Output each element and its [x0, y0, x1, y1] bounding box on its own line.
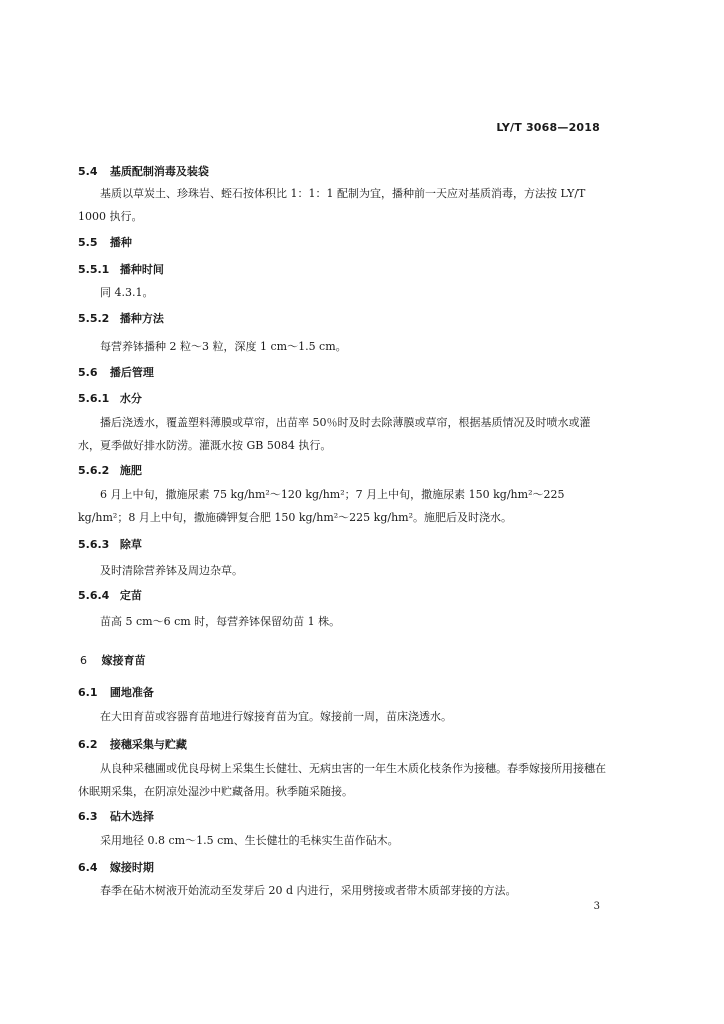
paragraph — [78, 757, 608, 803]
section-heading — [78, 261, 164, 277]
section-heading — [78, 808, 154, 824]
section-number: 6.3 — [78, 810, 98, 823]
paragraph-text: 同 4.3.1。 — [100, 286, 154, 299]
page-number: 3 — [593, 901, 600, 912]
section-heading — [78, 462, 142, 478]
section-number: 6 — [80, 654, 87, 667]
section-title: 播种方法 — [119, 312, 164, 325]
paragraph — [78, 879, 608, 902]
paragraph — [78, 483, 608, 529]
paragraph-text: 采用地径 0.8 cm～1.5 cm、生长健壮的毛梾实生苗作砧木。 — [100, 834, 399, 847]
section-number: 5.6.4 — [78, 589, 110, 602]
document-code-header: LY/T 3068—2018 — [496, 121, 600, 134]
section-heading — [78, 163, 209, 179]
section-title: 水分 — [119, 392, 142, 405]
section-number: 5.6.1 — [78, 392, 110, 405]
paragraph — [78, 335, 608, 358]
section-heading — [78, 310, 164, 326]
section-title: 基质配制消毒及装袋 — [109, 165, 209, 178]
section-number: 5.5.1 — [78, 263, 110, 276]
paragraph-text: 6 月上中旬，撒施尿素 75 kg/hm²～120 kg/hm²；7 月上中旬，撒施尿素 150 kg/hm²～225 kg/hm²；8 月上中旬，撒施磷钾复合肥 150 kg/hm²～225 kg/hm²。施肥后及时浇水。 — [78, 488, 565, 524]
section-heading — [78, 390, 142, 406]
section-title: 施肥 — [119, 464, 142, 477]
section-number: 5.6.2 — [78, 464, 110, 477]
section-title: 定苗 — [119, 589, 142, 602]
paragraph — [78, 705, 608, 728]
section-number: 5.5.2 — [78, 312, 110, 325]
section-number: 5.5 — [78, 236, 98, 249]
section-title: 圃地准备 — [109, 686, 154, 699]
paragraph — [78, 411, 608, 457]
section-title: 播种时间 — [119, 263, 164, 276]
section-title: 嫁接育苗 — [101, 654, 146, 667]
section-number: 5.4 — [78, 165, 98, 178]
section-heading — [78, 736, 187, 752]
section-number: 6.1 — [78, 686, 98, 699]
paragraph-text: 春季在砧木树液开始流动至发芽后 20 d 内进行，采用劈接或者带木质部芽接的方法。 — [100, 884, 517, 897]
section-title: 嫁接时期 — [109, 861, 154, 874]
section-title: 砧木选择 — [109, 810, 154, 823]
paragraph-text: 及时清除营养钵及周边杂草。 — [100, 564, 243, 577]
paragraph — [78, 559, 608, 582]
section-heading — [78, 234, 132, 250]
paragraph-text: 播后浇透水，覆盖塑料薄膜或草帘，出苗率 50％时及时去除薄膜或草帘，根据基质情况及时喷水或灌水，夏季做好排水防涝。灌溉水按 GB 5084 执行。 — [78, 416, 591, 452]
section-heading — [78, 859, 154, 875]
paragraph — [78, 281, 608, 304]
section-title: 播种 — [109, 236, 132, 249]
section-number: 6.2 — [78, 738, 98, 751]
section-number: 5.6.3 — [78, 538, 110, 551]
paragraph — [78, 182, 608, 228]
chapter-heading — [80, 652, 146, 668]
paragraph — [78, 610, 608, 633]
section-heading — [78, 364, 154, 380]
section-title: 播后管理 — [109, 366, 154, 379]
paragraph-text: 基质以草炭土、珍珠岩、蛭石按体积比 1：1：1 配制为宜，播种前一天应对基质消毒，方法按 LY/T 1000 执行。 — [78, 187, 586, 223]
paragraph — [78, 829, 608, 852]
paragraph-text: 从良种采穗圃或优良母树上采集生长健壮、无病虫害的一年生木质化枝条作为接穗。春季嫁接所用接穗在休眠期采集，在阴凉处湿沙中贮藏备用。秋季随采随接。 — [78, 762, 606, 798]
paragraph-text: 在大田育苗或容器育苗地进行嫁接育苗为宜。嫁接前一周，苗床浇透水。 — [100, 710, 452, 723]
section-heading — [78, 536, 142, 552]
paragraph-text: 苗高 5 cm～6 cm 时，每营养钵保留幼苗 1 株。 — [100, 615, 341, 628]
section-title: 接穗采集与贮藏 — [109, 738, 187, 751]
section-number: 6.4 — [78, 861, 98, 874]
section-heading — [78, 587, 142, 603]
section-number: 5.6 — [78, 366, 98, 379]
paragraph-text: 每营养钵播种 2 粒～3 粒，深度 1 cm～1.5 cm。 — [100, 340, 347, 353]
section-title: 除草 — [119, 538, 142, 551]
section-heading — [78, 684, 154, 700]
